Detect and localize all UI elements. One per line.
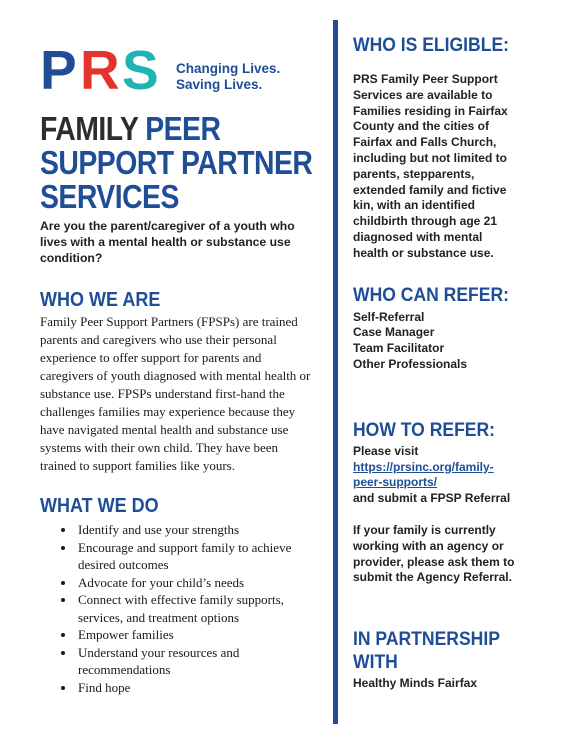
title-line-1 [40,112,324,146]
list-item: • Empower families [76,626,326,644]
partner-name: Healthy Minds Fairfax [353,676,478,691]
title-line-3: SERVICES [40,178,179,215]
how-to-refer-heading: HOW TO REFER: [353,418,496,441]
partnership-heading [353,628,506,674]
referral-link-line-2[interactable]: peer-supports/ [353,475,438,490]
logo-letter-p: P [40,39,74,101]
title-word-peer: PEER [145,110,221,147]
list-item: • Advocate for your child’s needs [76,574,326,592]
intro-question: Are you the parent/caregiver of a youth who lives with a mental health or substance use condition? [40,219,295,265]
tagline-line-2: Saving Lives. [176,77,263,92]
list-item: Other Professionals [353,356,468,371]
title-line-2: SUPPORT PARTNER [40,144,313,181]
list-item: Team Facilitator [353,341,445,356]
column-divider [333,20,338,724]
list-item: • Understand your resources and recommendations [76,644,326,679]
left-column [40,39,320,696]
visit-text: Please visit [353,443,419,458]
what-we-do-heading: WHAT WE DO [40,495,159,517]
page-title [40,112,324,214]
who-is-eligible-body: PRS Family Peer Support Services are available to Families residing in Fairfax County and the cities of Fairfax and Falls Church, including but not limited to parents, stepparents, extended family and fictive kin, with an identified childbirth through age 21 diagnosed with mental health or substance use. [353,72,508,260]
who-can-refer-list [353,310,523,373]
list-item: • Find hope [76,679,326,697]
partnership-heading-line-2: WITH [353,651,398,674]
who-we-are-heading: WHO WE ARE [40,289,161,311]
how-to-refer-body [353,444,523,507]
referral-link-line-1[interactable]: https://prsinc.org/family- [353,459,494,474]
what-we-do-list [40,521,326,696]
logo-letter-r: R [80,39,117,101]
right-column [353,34,523,692]
tagline [176,61,280,93]
logo-row [40,39,320,101]
title-word-family: FAMILY [40,110,138,147]
agency-note: If your family is currently working with an agency or provider, please ask them to submit the Agency Referral. [353,522,515,585]
list-item: • Encourage and support family to achieve desired outcomes [76,539,326,574]
list-item: • Identify and use your strengths [76,521,326,539]
tagline-line-1: Changing Lives. [176,61,281,76]
prs-logo [40,39,168,101]
who-can-refer-heading: WHO CAN REFER: [353,283,509,306]
who-is-eligible-heading: WHO IS ELIGIBLE: [353,34,510,56]
list-item: • Connect with effective family supports, services, and treatment options [76,591,326,626]
logo-letter-s: S [122,39,156,101]
list-item: Self-Referral [353,309,425,324]
list-item: Case Manager [353,325,435,340]
referral-link[interactable] [353,460,523,492]
partnership-heading-line-1: IN PARTNERSHIP [353,628,500,651]
who-we-are-body: Family Peer Support Partners (FPSPs) are trained parents and caregivers who use their personal experience to offer support for parents and caregivers of youth diagnosed with mental health or substance use. FPSPs understand first-hand the challenges families may experience because they have navigated mental health and substance use systems with their own child. They have been trained to support families like yours. [40,314,311,473]
submit-text: and submit a FPSP Referral [353,491,511,506]
